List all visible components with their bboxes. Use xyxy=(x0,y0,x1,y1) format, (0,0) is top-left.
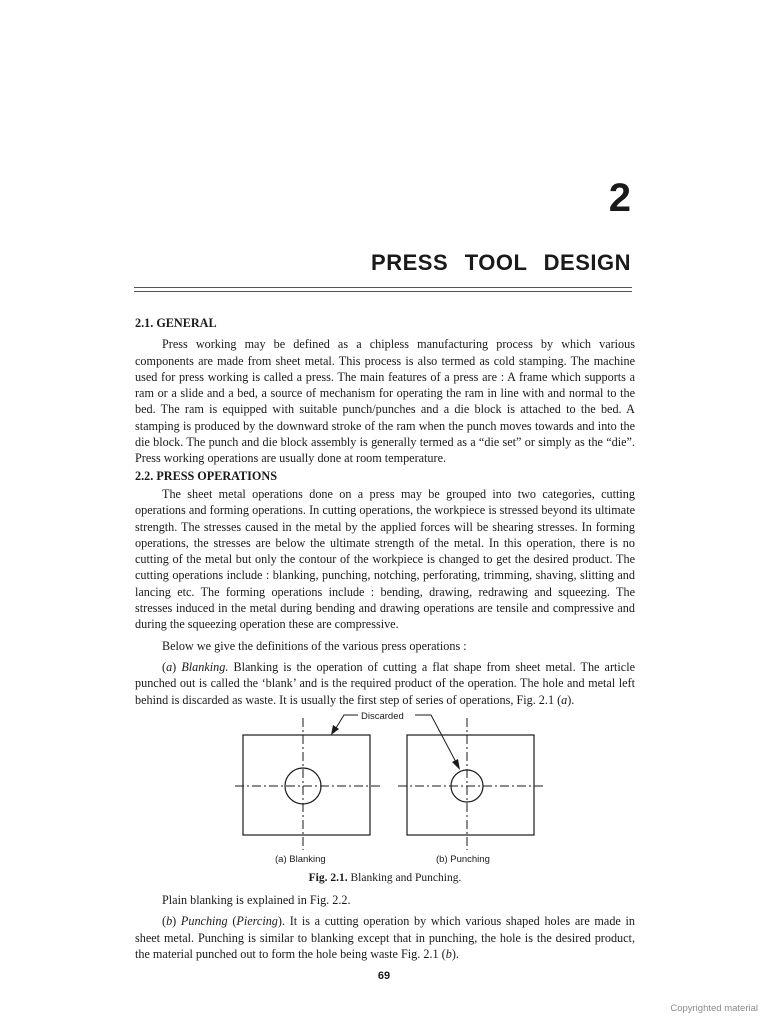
figure-drawing xyxy=(135,708,635,868)
term-piercing: Piercing xyxy=(236,914,278,929)
label-punching: (b) Punching xyxy=(436,853,490,865)
discarded-leader-left xyxy=(336,715,358,728)
term-blanking: Blanking. xyxy=(181,659,229,674)
figure-caption: Fig. 2.1. Blanking and Punching. xyxy=(308,871,462,884)
chapter-title: PRESS TOOL DESIGN xyxy=(371,250,631,275)
paragraph-blanking: (a) Blanking. Blanking is the operation of cutting a flat shape from sheet metal. The article punched out is called the ‘blank’ and is the required product of the operation. The hole and metal left behind is discarded as waste. It is usually the first step of series of operations, Fig. 2.1 (a). xyxy=(135,659,635,707)
discarded-leader-right xyxy=(415,715,457,764)
paragraph-press-operations-2: Below we give the definitions of the various press operations : xyxy=(162,638,467,653)
paragraph-general: Press working may be defined as a chipless manufacturing process by which various components are made from sheet metal. This process is also termed as cold stamping. The machine used for press working is called a press. The main features of a press are : A frame which supports a ram or a slide and a bed, a source of mechanism for operating the ram in line with and normal to the bed. The ram is equipped with suitable punch/punches and a die block is attached to the bed. A stamping is produced by the downward stroke of the ram when the punch moves towards and into the die block. The punch and die block assembly is generally termed as a “die set” or simply as the “die”. Press working operations are usually done at room temperature. xyxy=(135,337,635,466)
section-heading-general: 2.1. GENERAL xyxy=(135,316,217,330)
title-rule-bottom xyxy=(134,291,632,292)
arrowhead-right-icon xyxy=(452,759,460,770)
arrowhead-left-icon xyxy=(331,725,339,735)
term-punching: Punching xyxy=(180,914,228,929)
chapter-number: 2 xyxy=(608,176,631,220)
paragraph-press-operations-1: The sheet metal operations done on a press may be grouped into two categories, cutting operations and forming operations. In cutting operations, the workpiece is stressed beyond its ultimate strength. The stresses caused in the metal by the applied forces will be shearing stresses. In forming operations, the stresses are below the ultimate strength of the metal. In this operation, there is no cutting of the metal but only the contour of the workpiece is changed to get the desired product. The cutting operations include : blanking, punching, notching, perforating, trimming, shaving, slitting and lancing etc. The forming operations include : bending, drawing, redrawing and squeezing. The stresses induced in the metal during bending and drawing operations are tensile and compressive and during the squeezing operation these are compressive. xyxy=(135,486,635,632)
page-body xyxy=(135,315,635,962)
blanking-sheet xyxy=(243,735,370,835)
label-discarded: Discarded xyxy=(361,710,404,722)
section-heading-press-operations: 2.2. PRESS OPERATIONS xyxy=(135,468,277,483)
punching-sheet xyxy=(407,735,534,835)
paragraph-plain-blanking: Plain blanking is explained in Fig. 2.2. xyxy=(162,893,351,908)
label-blanking: (a) Blanking xyxy=(275,853,326,865)
title-rule-top xyxy=(134,287,632,288)
figure-blanking-punching xyxy=(135,708,635,868)
paragraph-punching: (b) Punching (Piercing). It is a cutting operation by which various shaped holes are made in sheet metal. Punching is similar to blanking except that in punching, the hole is the desired product, the material punched out to form the hole being waste Fig. 2.1 (b). xyxy=(135,914,635,962)
page-number: 69 xyxy=(377,970,391,982)
copyright-watermark: Copyrighted material xyxy=(670,1003,758,1014)
